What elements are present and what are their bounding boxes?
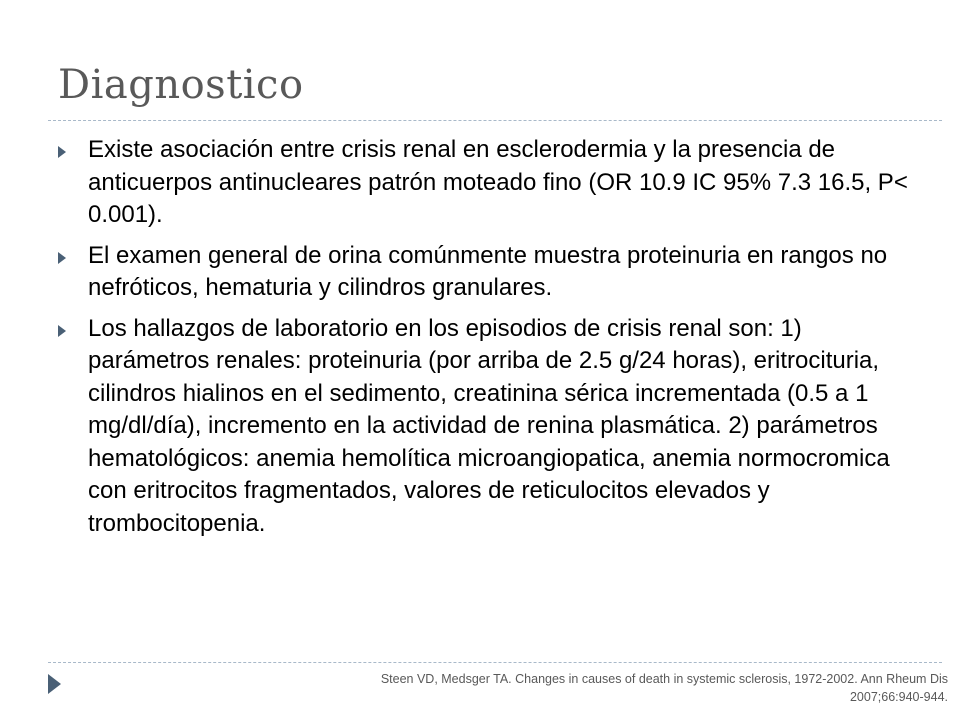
- citation-line-1: Steen VD, Medsger TA. Changes in causes of death in systemic sclerosis, 1972-2002. Ann Rheum Dis: [380, 672, 948, 686]
- bullet-item: [58, 240, 918, 305]
- footer-divider: [48, 662, 942, 663]
- triangle-bullet-icon: [58, 146, 66, 158]
- citation: [308, 670, 948, 706]
- bullet-item: [58, 313, 918, 541]
- bullet-text: El examen general de orina comúnmente muestra proteinuria en rangos no nefróticos, hematuria y cilindros granulares.: [88, 241, 888, 301]
- bullet-list: [58, 134, 918, 548]
- slide-title: Diagnostico: [58, 62, 304, 108]
- triangle-footer-icon: [48, 674, 61, 694]
- triangle-bullet-icon: [58, 252, 66, 264]
- title-divider: [48, 120, 942, 121]
- bullet-text: Existe asociación entre crisis renal en esclerodermia y la presencia de anticuerpos antinucleares patrón moteado fino (OR 10.9 IC 95% 7.3 16.5, P< 0.001).: [88, 136, 908, 228]
- bullet-item: [58, 134, 918, 232]
- bullet-text: Los hallazgos de laboratorio en los episodios de crisis renal son: 1) parámetros renales: proteinuria (por arriba de 2.5 g/24 horas), eritrocituria, cilindros hialinos en el sedimento, creatinina sérica incrementada (0.5 a 1 mg/dl/día), incremento en la actividad de renina plasmática. 2) parámetros hematológicos: anemia hemolítica microangiopatica, anemia normocromica con eritrocitos fragmentados, valores de reticulocitos elevados y trombocitopenia.: [88, 314, 890, 537]
- triangle-bullet-icon: [58, 325, 66, 337]
- citation-line-2: 2007;66:940-944.: [849, 690, 948, 704]
